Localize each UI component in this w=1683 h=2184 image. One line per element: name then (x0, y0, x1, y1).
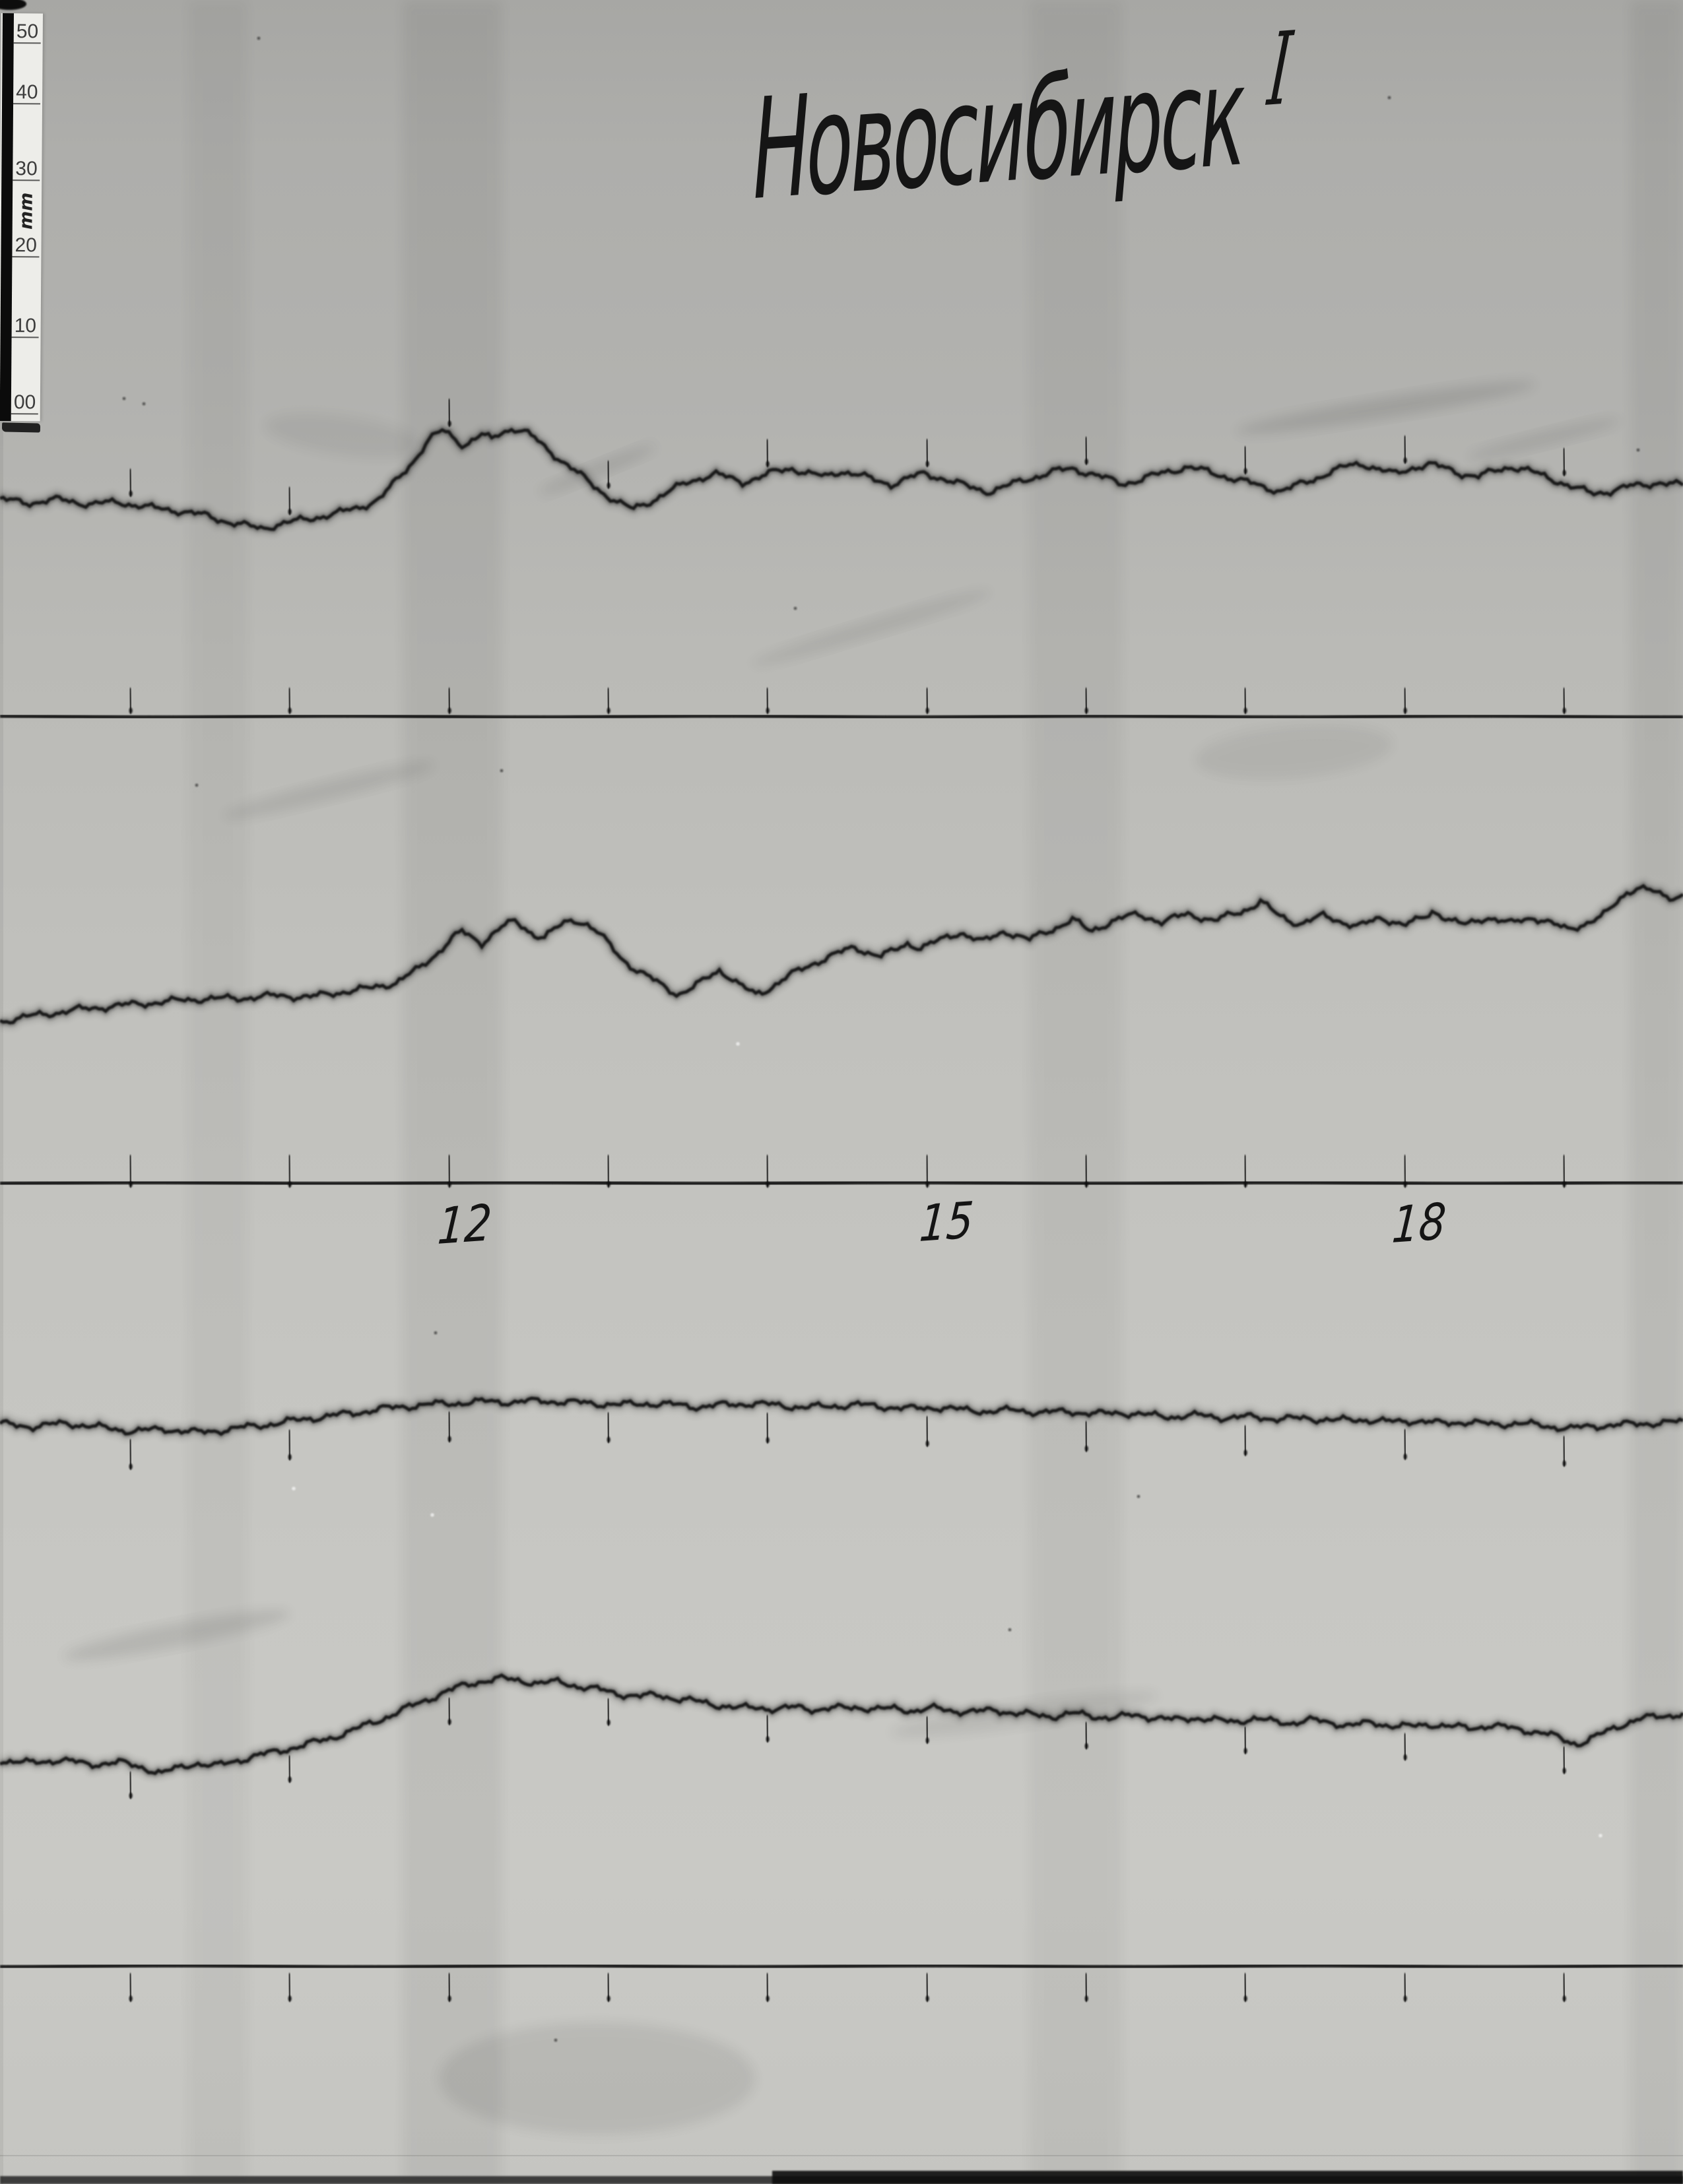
hour-line-1 (0, 716, 1683, 718)
hour-line-3 (0, 1966, 1683, 1968)
line3-minute-ticks (129, 1974, 1566, 2002)
hour-label-12: 12 (436, 1194, 494, 1257)
scale-graduation-line (14, 42, 41, 44)
scale-black-bar (0, 13, 14, 421)
scale-label-10: 10 (14, 315, 37, 337)
scale-label-50: 50 (16, 20, 39, 43)
scale-graduation-line (13, 103, 40, 104)
trace-1 (0, 430, 1683, 529)
station-numeral-roman-one: I (1263, 11, 1296, 129)
hour-line-2 (0, 1182, 1683, 1184)
hour-label-15: 15 (917, 1192, 975, 1254)
hour-label-18: 18 (1390, 1193, 1448, 1256)
station-title-text: Новосибирск (744, 35, 1251, 232)
scale-graduation-line (12, 337, 39, 338)
trace-4 (0, 1675, 1683, 1774)
scale-strip-torn-fragment (2, 422, 40, 432)
mm-scale-bar (0, 13, 43, 421)
trace-3 (0, 1398, 1683, 1434)
scale-label-00: 00 (13, 391, 36, 414)
scale-unit-mm: mm (16, 192, 37, 230)
scale-label-40: 40 (16, 81, 38, 104)
line1-minute-ticks (129, 689, 1566, 714)
scale-label-20: 20 (15, 234, 38, 257)
scale-graduation-line (12, 256, 39, 257)
trace-2 (0, 886, 1683, 1023)
scale-graduation-line (11, 413, 38, 414)
scale-label-30: 30 (15, 158, 38, 180)
scale-graduation-line (13, 179, 40, 181)
